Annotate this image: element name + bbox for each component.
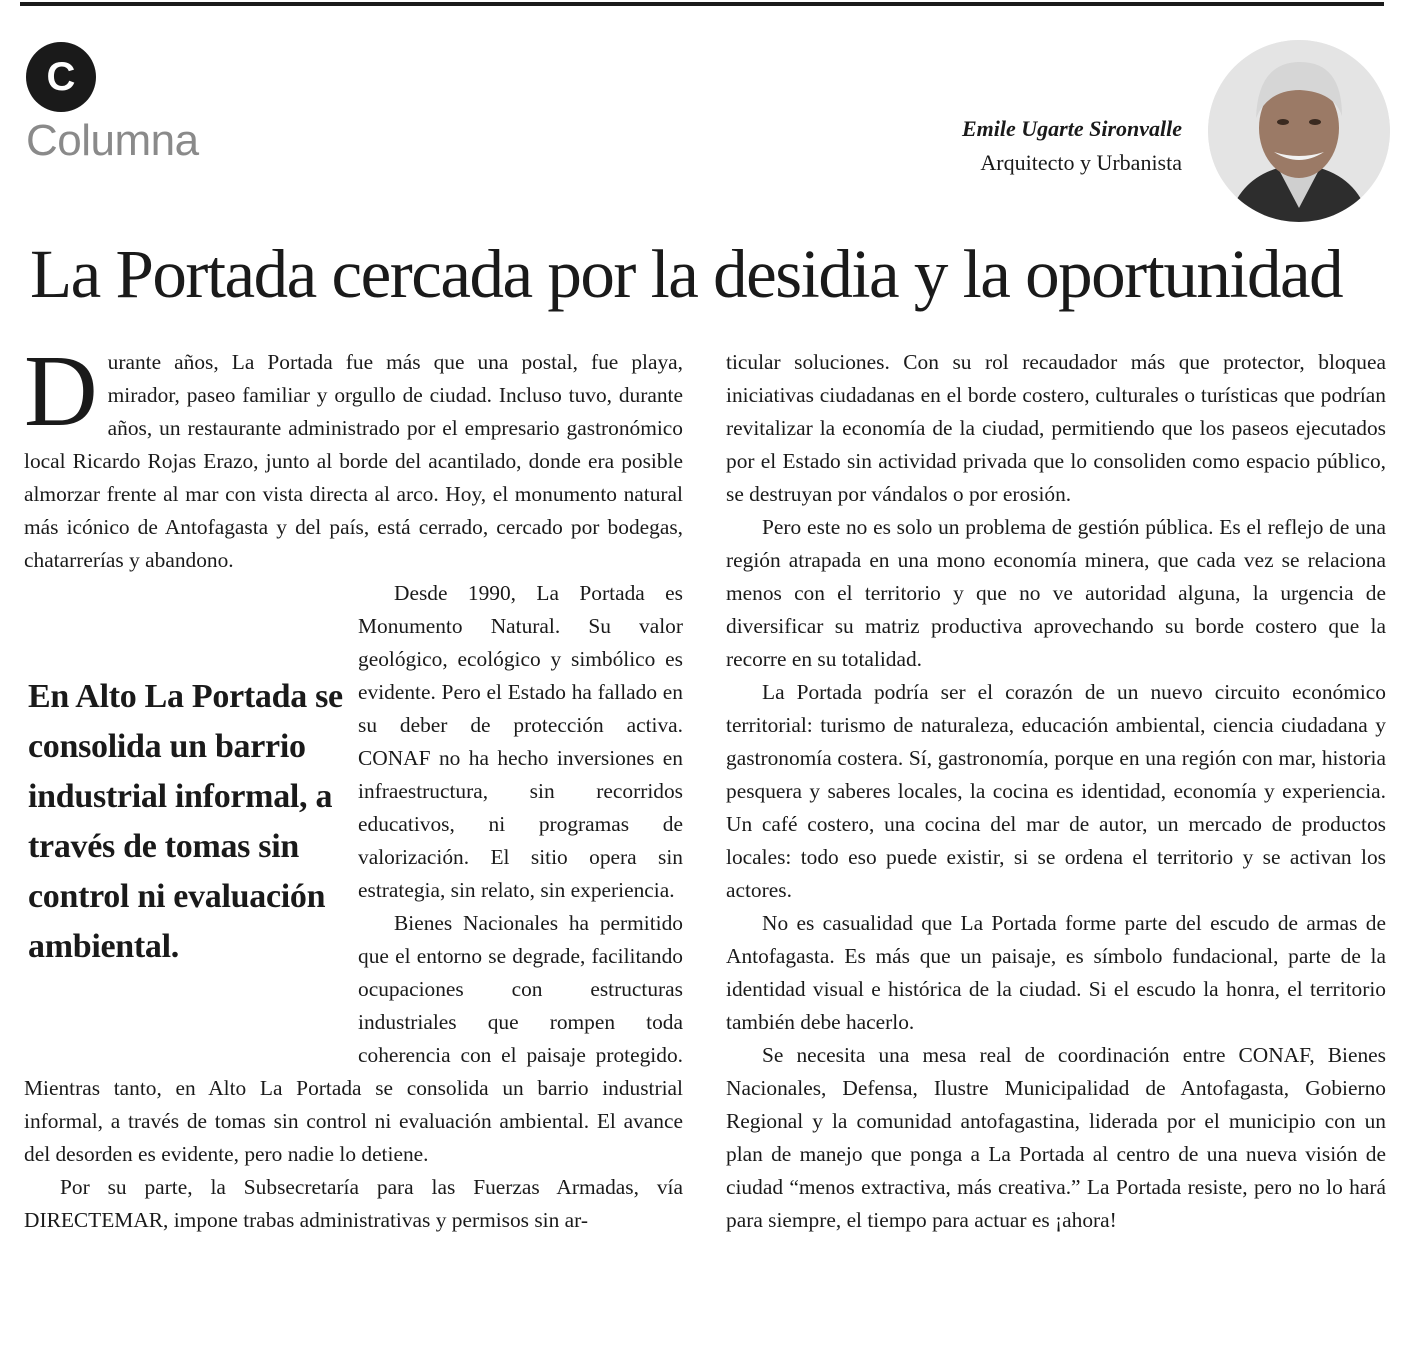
paragraph-4-continued (726, 346, 1386, 511)
paragraph-7: No es casualidad que La Portada forme parte del escudo de armas de Antofagasta. Es más que un paisaje, es símbolo fundacional, parte de la identidad visual e histórica de la ciudad. Si el escudo la honra, el territorio también debe hacerlo. (726, 911, 1386, 1034)
top-rule (20, 2, 1384, 6)
paragraph-1-text: urante años, La Portada fue más que una postal, fue playa, mirador, paseo familiar y orgullo de ciudad. Incluso tuvo, durante años, un restaurante administrado por el empresario gastronómico local Ricardo Rojas Erazo, junto al borde del acantilado, donde era posible almorzar frente al mar con vista directa al arco. Hoy, el monumento natural más icónico de Antofagasta y del país, está cerrado, cercado por bodegas, chatarrerías y abandono. (24, 350, 683, 572)
author-name: Emile Ugarte Sironvalle (962, 116, 1182, 141)
section-badge: C (26, 42, 96, 112)
paragraph-8: Se necesita una mesa real de coordinación entre CONAF, Bienes Nacionales, Defensa, Ilustre Municipalidad de Antofagasta, Gobierno Regional y la comunidad antofagastina, liderada por el municipio con un plan de manejo que ponga a La Portada al centro de una nueva visión de ciudad “menos extractiva, más creativa.” La Portada resiste, pero no lo hará para siempre, el tiempo para actuar es ¡ahora! (726, 1043, 1386, 1232)
paragraph-5: Pero este no es solo un problema de gestión pública. Es el reflejo de una región atrapada en una mono economía minera, que cada vez se relaciona menos con el territorio y que no ve autoridad alguna, la urgencia de diversificar su matriz productiva aprovechando su borde costero que la recorre en su totalidad. (726, 515, 1386, 671)
article-column-right (726, 346, 1386, 1237)
paragraph-2 (24, 577, 683, 907)
author-photo (1208, 40, 1390, 222)
article-column-left (24, 335, 683, 1237)
section-label: Columna (26, 116, 199, 165)
headline: La Portada cercada por la desidia y la oportunidad (30, 236, 1343, 312)
author-title: Arquitecto y Urbanista (980, 150, 1182, 175)
author-block (962, 112, 1182, 180)
paragraph-2-text: Desde 1990, La Portada es Monumento Natural. Su valor geológico, ecológico y simbólico es evidente. Pero el Estado ha fallado en su deber de protección activa. CONAF no ha hecho inversiones en infraestructura, sin recorridos educativos, ni programas de valorización. El sitio opera sin estrategia, sin relato, sin experiencia. (358, 581, 683, 902)
paragraph-1 (24, 335, 683, 577)
pull-quote: En Alto La Portada se consolida un barrio industrial informal, a través de tomas sin control ni evaluación ambiental. (28, 678, 343, 965)
author-portrait-image (1208, 40, 1390, 222)
paragraph-4-continuation: ticular soluciones. Con su rol recaudador más que protector, bloquea iniciativas ciudadanas en el borde costero, culturales o turísticas que podrían revitalizar la economía de la ciudad, permitiendo que los paseos ejecutados por el Estado sin actividad privada que lo consoliden como espacio público, se destruyan por vándalos o por erosión. (726, 350, 1386, 506)
pull-quote-space (0, 581, 358, 1055)
paragraph-3: Bienes Nacionales ha permitido que el entorno se degrade, facilitando ocupaciones con estructuras industriales que rompen toda coherencia con el paisaje protegido. Mientras tanto, en Alto La Portada se consolida un barrio industrial informal, a través de tomas sin control ni evaluación ambiental. El avance del desorden es evidente, pero nadie lo detiene. (24, 911, 683, 1166)
paragraph-6: La Portada podría ser el corazón de un nuevo circuito económico territorial: turismo de naturaleza, educación ambiental, ciencia ciudadana y gastronomía costera. Sí, gastronomía, porque en una región con mar, historia pesquera y saberes locales, la cocina es identidad, economía y experiencia. Un café costero, una cocina del mar de autor, un mercado de productos locales: todo eso puede existir, si se ordena el territorio y se activan los actores. (726, 680, 1386, 902)
paragraph-4: Por su parte, la Subsecretaría para las Fuerzas Armadas, vía DIRECTEMAR, impone trabas administrativas y permisos sin ar- (24, 1175, 683, 1232)
drop-cap: D (24, 335, 98, 448)
